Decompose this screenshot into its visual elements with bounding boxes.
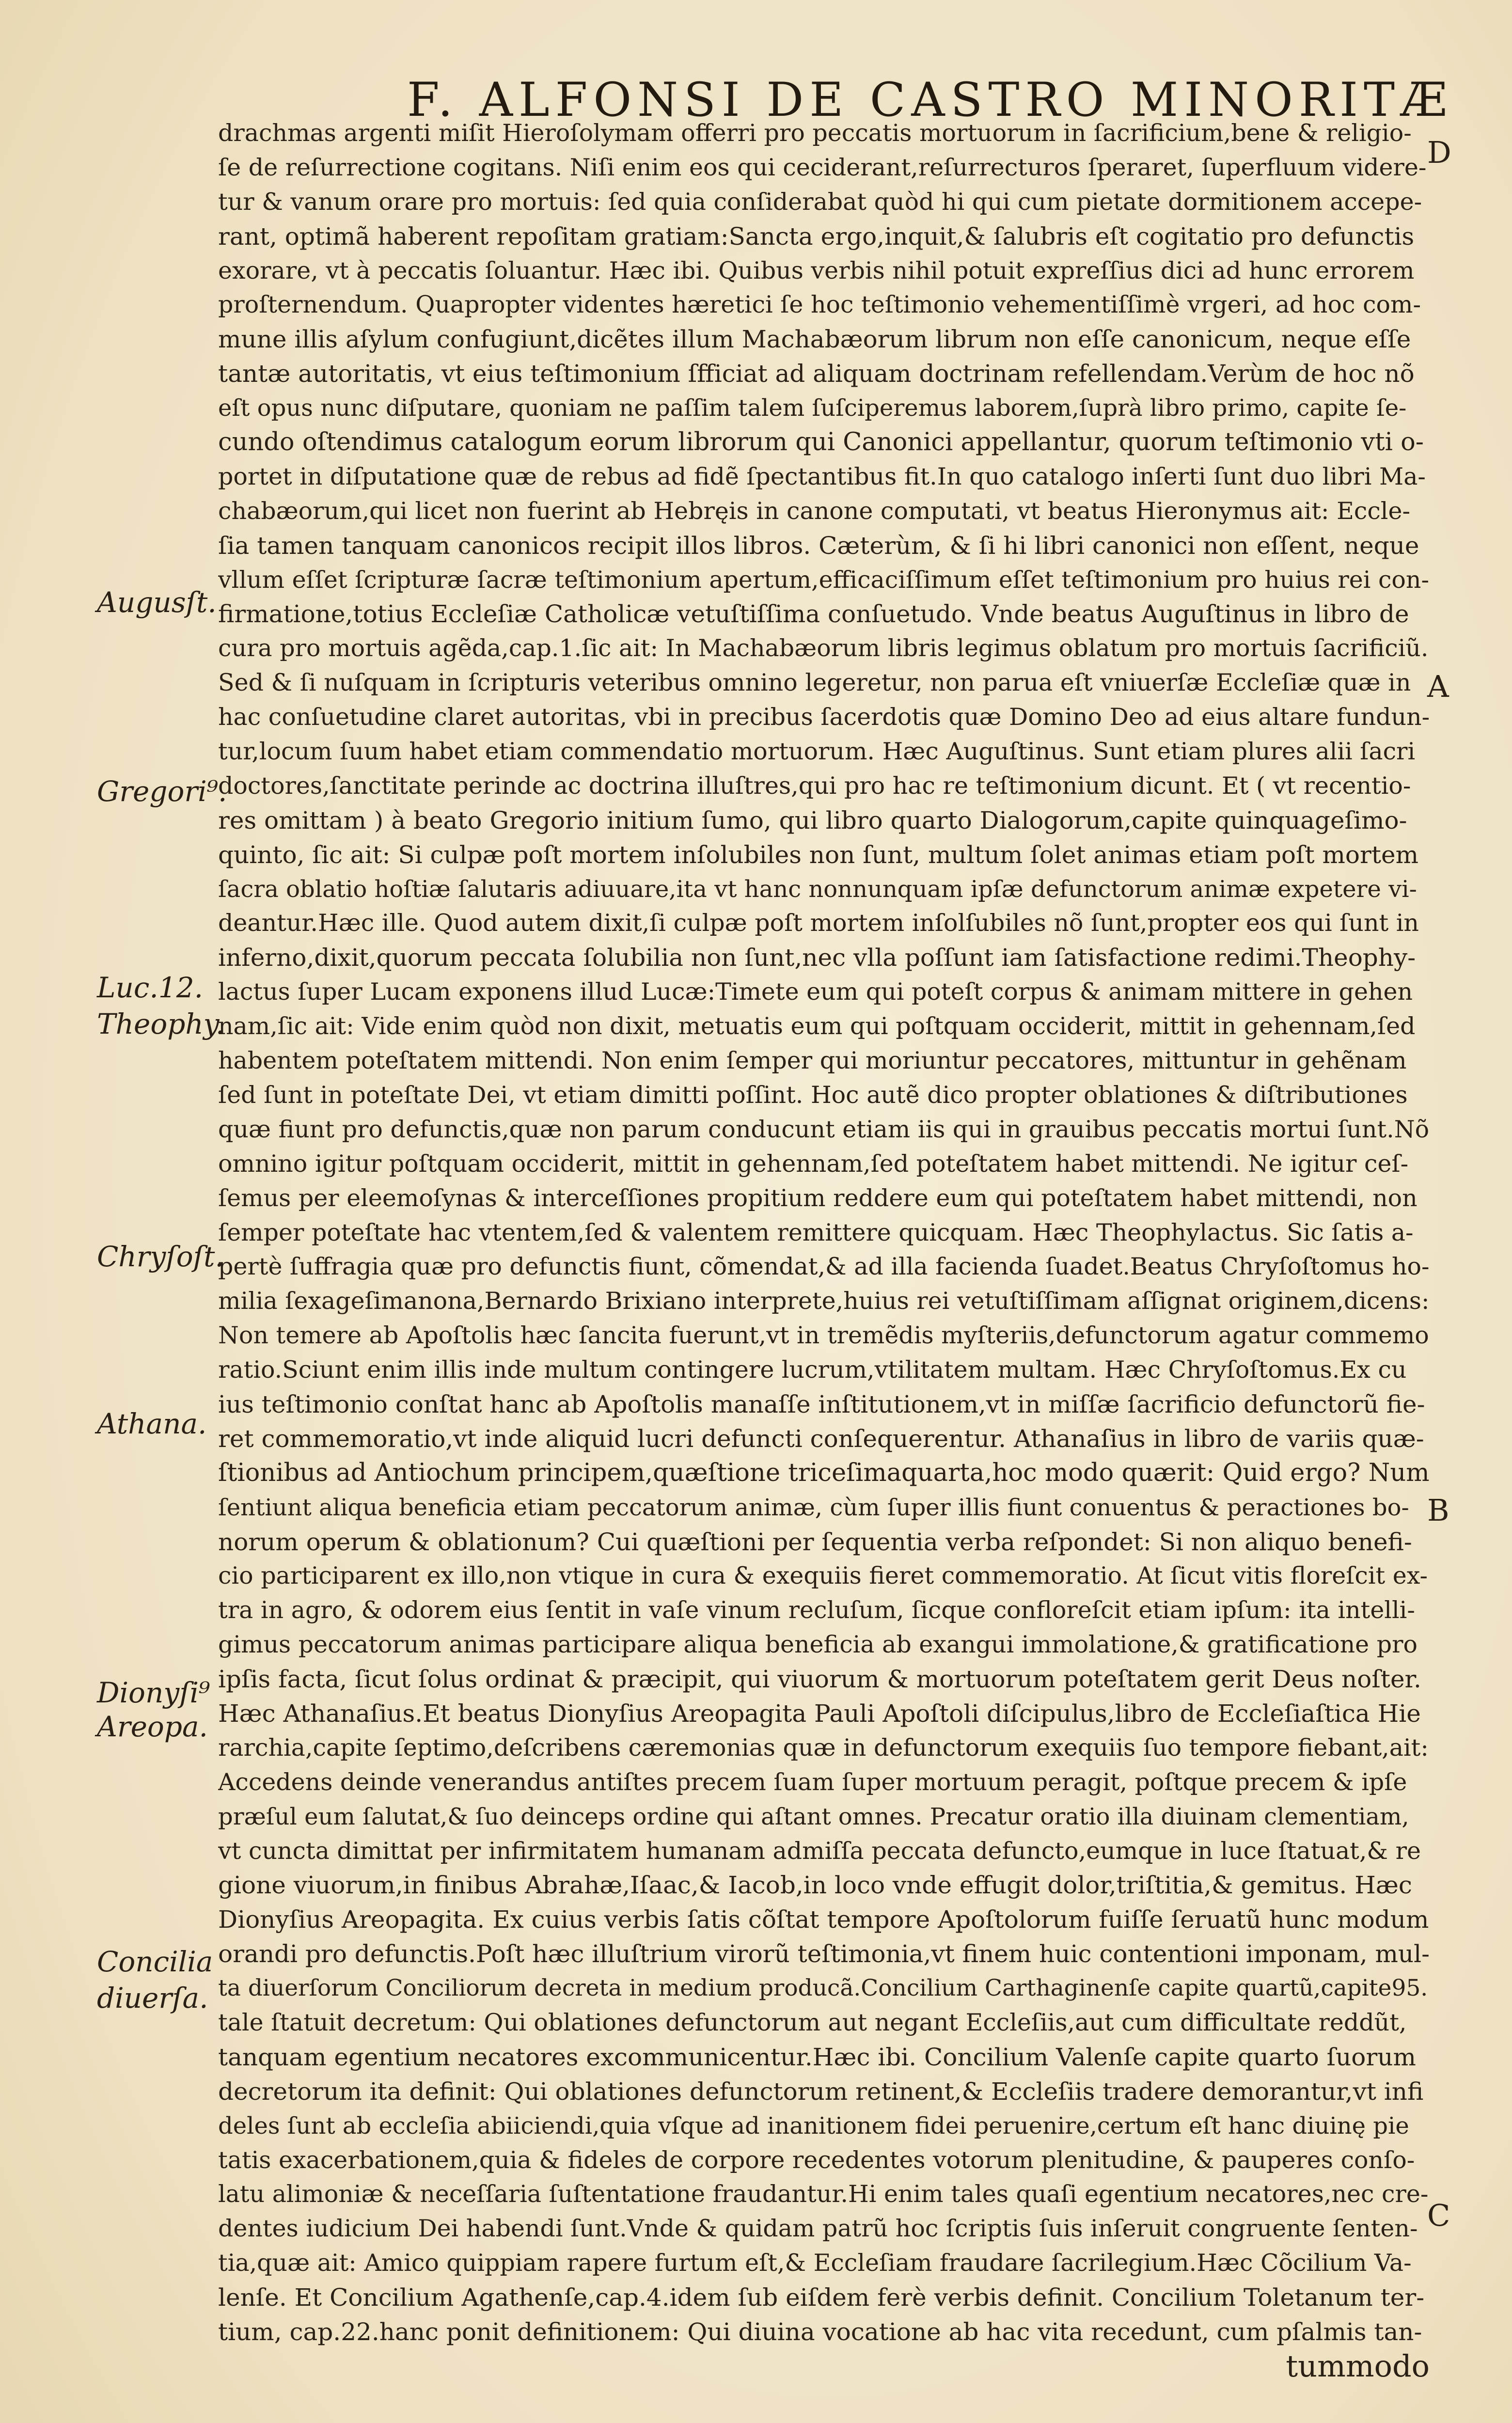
margin-note-chrysostom: Chryſoſt. — [97, 1240, 224, 1273]
text-line: chabæorum,qui licet non fuerint ab Hebręis in canone computati, vt beatus Hieronymus ait: Eccle- — [218, 497, 1411, 525]
text-line: ſacra oblatio hoſtiæ ſalutaris adiuuare,ita vt hanc nonnunquam ipſæ defunctorum animæ expetere vi- — [218, 875, 1417, 903]
text-line: lenſe. Et Concilium Agathenſe,cap.4.idem ſub eiſdem ferè verbis definit. Concilium Toletanum ter- — [218, 2283, 1425, 2312]
text-line: tanquam egentium necatores excommunicentur.Hæc ibi. Concilium Valenſe capite quarto ſuorum — [218, 2043, 1416, 2071]
text-line: mune illis aſylum confugiunt,dicẽtes illum Machabæorum librum non eſſe canonicum, neque eſſe — [218, 325, 1411, 354]
margin-note-augustine: Augusſt. — [97, 586, 217, 619]
text-line: ta diuerſorum Conciliorum decreta in medium producã.Concilium Carthaginenſe capite quartũ,capite95. — [218, 1975, 1428, 2002]
body-text — [218, 116, 1430, 2384]
text-line: ipſis facta, ſicut ſolus ordinat & præcipit, qui viuorum & mortuorum poteſtatem gerit Deus noſter. — [218, 1665, 1421, 1694]
margin-note-theophylact: Theophy. — [97, 1007, 225, 1040]
text-line: inferno,dixit,quorum peccata ſolubilia non ſunt,nec vlla poſſunt iam ſatisfactione redimi.Theophy- — [218, 944, 1416, 972]
text-line: cundo oſtendimus catalogum eorum librorum qui Canonici appellantur, quorum teſtimonio vti o- — [218, 428, 1424, 457]
text-line: decretorum ita definit: Qui oblationes defunctorum retinent,& Eccleſiis tradere demorantur,vt infi — [218, 2077, 1424, 2106]
text-line: dentes iudicium Dei habendi ſunt.Vnde & quidam patrũ hoc ſcriptis ſuis inſeruit congruente ſenten- — [218, 2215, 1418, 2243]
text-line: milia ſexageſimanona,Bernardo Brixiano interprete,huius rei vetuſtiſſimam aſſignat originem,dicens: — [218, 1287, 1430, 1315]
text-line: exorare, vt à peccatis ſoluantur. Hæc ibi. Quibus verbis nihil potuit expreſſius dici ad hunc errorem — [218, 256, 1415, 284]
text-line: tium, cap.22.hanc ponit definitionem: Qui diuina vocatione ab hac vita recedunt, cum pſalmis tan- — [218, 2318, 1422, 2346]
text-line: Hæc Athanaſius.Et beatus Dionyſius Areopagita Pauli Apoſtoli diſcipulus,libro de Eccleſiaſtica Hie — [218, 1699, 1421, 1728]
text-line: ratio.Sciunt enim illis inde multum contingere lucrum,vtilitatem multam. Hæc Chryſoſtomus.Ex cu — [218, 1356, 1407, 1384]
text-line: Dionyſius Areopagita. Ex cuius verbis ſatis cõſtat tempore Apoſtolorum fuiſſe ſeruatũ hunc modum — [218, 1905, 1429, 1934]
text-line: res omittam ) à beato Gregorio initium ſumo, qui libro quarto Dialogorum,capite quinquageſimo- — [218, 806, 1407, 834]
text-line: tur & vanum orare pro mortuis: ſed quia conſiderabat quòd hi qui cum pietate dormitionem accepe- — [218, 188, 1422, 216]
text-line: quæ fiunt pro defunctis,quæ non parum conducunt etiam iis qui in grauibus peccatis mortui ſunt.Nõ — [218, 1115, 1430, 1143]
text-line: ſtionibus ad Antiochum principem,quæſtione triceſimaquarta,hoc modo quærit: Quid ergo? Num — [218, 1458, 1430, 1487]
margin-note-athanasius: Athana. — [97, 1407, 207, 1440]
margin-letter-c: C — [1427, 2198, 1450, 2233]
text-line: firmatione,totius Eccleſiæ Catholicæ vetuſtiſſima conſuetudo. Vnde beatus Auguſtinus in libro de — [218, 600, 1409, 629]
running-header: F. ALFONSI DE CASTRO MINORITÆ — [407, 73, 1453, 127]
text-line: ius teſtimonio conſtat hanc ab Apoſtolis manaſſe inſtitutionem,vt in miſſæ ſacrificio defunctorũ fie- — [218, 1390, 1425, 1418]
text-line: ret commemoratio,vt inde aliquid lucri defuncti conſequerentur. Athanaſius in libro de variis quæ- — [218, 1424, 1424, 1453]
text-line: lactus ſuper Lucam exponens illud Lucæ:Timete eum qui poteſt corpus & animam mittere in gehen — [218, 978, 1413, 1006]
text-line: doctores,ſanctitate perinde ac doctrina illuſtres,qui pro hac re teſtimonium dicunt. Et ( vt recentio- — [218, 771, 1411, 800]
text-line: portet in diſputatione quæ de rebus ad fidẽ ſpectantibus fit.In quo catalogo inſerti ſunt duo libri Ma- — [218, 462, 1426, 490]
text-line: ſed ſunt in poteſtate Dei, vt etiam dimitti poſſint. Hoc autẽ dico propter oblationes & diſtributiones — [218, 1081, 1408, 1109]
text-line: omnino igitur poſtquam occiderit, mittit in gehennam,ſed poteſtatem habet mittendi. Ne igitur ceſ- — [218, 1149, 1409, 1178]
text-line: rarchia,capite ſeptimo,deſcribens cæremonias quæ in defunctorum exequiis ſuo tempore fiebant,ait: — [218, 1733, 1429, 1762]
text-line: vt cuncta dimittat per infirmitatem humanam admiſſa peccata defuncto,eumque in luce ſtatuat,& re — [218, 1837, 1421, 1865]
text-line: tatis exacerbationem,quia & fideles de corpore recedentes votorum plenitudine, & pauperes conſo- — [218, 2146, 1415, 2174]
text-line: nam,ſic ait: Vide enim quòd non dixit, metuatis eum qui poſtquam occiderit, mittit in gehennam,ſed — [218, 1012, 1416, 1040]
text-line: proſternendum. Quapropter videntes hæretici ſe hoc teſtimonio vehementiſſimè vrgeri, ad hoc com- — [218, 291, 1421, 319]
text-line: Accedens deinde venerandus antiſtes precem ſuam ſuper mortuum peragit, poſtque precem & ipſe — [218, 1768, 1407, 1796]
text-line: deantur.Hæc ille. Quod autem dixit,ſi culpæ poſt mortem inſolſubiles nõ ſunt,propter eos qui ſunt in — [218, 909, 1419, 937]
text-line: ſemus per eleemoſynas & interceſſiones propitium reddere eum qui poteſtatem habet mittendi, non — [218, 1184, 1418, 1212]
text-line: habentem poteſtatem mittendi. Non enim ſemper qui moriuntur peccatores, mittuntur in gehẽnam — [218, 1047, 1407, 1075]
text-line: eſt opus nunc diſputare, quoniam ne paſſim talem ſuſciperemus laborem,ſuprà libro primo, capite ſe- — [218, 394, 1407, 422]
margin-note-councils: Concilia — [97, 1945, 213, 1978]
text-line: vllum eſſet ſcripturæ ſacræ teſtimonium apertum,efficaciſſimum eſſet teſtimonium pro huius rei con- — [218, 566, 1430, 594]
text-line: hac conſuetudine claret autoritas, vbi in precibus ſacerdotis quæ Domino Deo ad eius altare fundun- — [218, 703, 1430, 731]
text-line: pertè ſuffragia quæ pro defunctis fiunt, cõmendat,& ad illa facienda ſuadet.Beatus Chryſoſtomus ho- — [218, 1253, 1430, 1281]
margin-note-luke: Luc.12. — [97, 971, 204, 1004]
text-line: ſentiunt aliqua beneficia etiam peccatorum animæ, cùm ſuper illis fiunt conuentus & peractiones bo- — [218, 1494, 1409, 1521]
text-line: gione viuorum,in finibus Abrahæ,Iſaac,& Iacob,in loco vnde effugit dolor,triſtitia,& gemitus. Hæc — [218, 1871, 1412, 1900]
margin-note-diverse: diuerſa. — [97, 1982, 208, 2014]
text-line: orandi pro defunctis.Poſt hæc illuſtrium virorũ teſtimonia,vt finem huic contentioni imponam, mul- — [218, 1940, 1430, 1968]
margin-note-gregory: Gregori⁹. — [97, 775, 227, 808]
margin-note-areopagite: Areopa. — [97, 1710, 208, 1743]
text-line: tia,quæ ait: Amico quippiam rapere furtum eſt,& Eccleſiam fraudare ſacrilegium.Hæc Cõcilium Va- — [218, 2249, 1412, 2277]
text-line: cio participarent ex illo,non vtique in cura & exequiis fieret commemoratio. At ſicut vitis floreſcit ex- — [218, 1562, 1428, 1590]
text-line: tale ſtatuit decretum: Qui oblationes defunctorum aut negant Eccleſiis,aut cum difficultate reddũt, — [218, 2008, 1407, 2036]
text-line: præſul eum ſalutat,& ſuo deinceps ordine qui aſtant omnes. Precatur oratio illa diuinam clementiam, — [218, 1803, 1409, 1830]
text-line: tantæ autoritatis, vt eius teſtimonium ſfficiat ad aliquam doctrinam refellendam.Verùm de hoc nõ — [218, 360, 1415, 388]
margin-note-dionysius: Dionyſi⁹ — [97, 1676, 210, 1709]
text-line: Non temere ab Apoſtolis hæc ſancita fuerunt,vt in tremẽdis myſteriis,defunctorum agatur commemo — [218, 1322, 1429, 1350]
text-line: ſe de reſurrectione cogitans. Niſi enim eos qui ceciderant,reſurrecturos ſperaret, ſuperfluum videre- — [218, 153, 1427, 181]
text-line: gimus peccatorum animas participare aliqua beneficia ab exangui immolatione,& gratificatione pro — [218, 1631, 1418, 1659]
margin-letter-d: D — [1427, 135, 1451, 170]
text-line: Sed & ſi nuſquam in ſcripturis veteribus omnino legeretur, non parua eſt vniuerſæ Eccleſiæ quæ in — [218, 669, 1411, 697]
text-line: tur,locum ſuum habet etiam commendatio mortuorum. Hæc Auguſtinus. Sunt etiam plures alii ſacri — [218, 738, 1416, 766]
text-line: quinto, ſic ait: Si culpæ poſt mortem inſolubiles non ſunt, multum ſolet animas etiam poſt mortem — [218, 840, 1419, 869]
text-line: rant, optimã haberent repoſitam gratiam:Sancta ergo,inquit,& ſalubris eſt cogitatio pro defunctis — [218, 222, 1415, 251]
text-line: tummodo — [1286, 2349, 1430, 2384]
margin-letter-b: B — [1427, 1493, 1449, 1528]
text-line: ſia tamen tanquam canonicos recipit illos libros. Cæterùm, & ſi hi libri canonici non eſſent, neque — [218, 531, 1419, 560]
text-line: deles ſunt ab eccleſia abiiciendi,quia vſque ad inanitionem fidei peruenire,certum eſt hanc diuinę pie — [218, 2112, 1409, 2140]
margin-letter-a: A — [1427, 669, 1449, 704]
text-line: latu alimoniæ & neceſſaria ſuſtentatione fraudantur.Hi enim tales quaſi egentium necatores,nec cre- — [218, 2180, 1429, 2208]
text-line: ſemper poteſtate hac vtentem,ſed & valentem remittere quicquam. Hæc Theophylactus. Sic ſatis a- — [218, 1218, 1414, 1246]
text-line: tra in agro, & odorem eius ſentit in vaſe vinum recluſum, ſicque confloreſcit etiam ipſum: ita intelli- — [218, 1596, 1415, 1624]
text-line: cura pro mortuis agẽda,cap.1.ſic ait: In Machabæorum libris legimus oblatum pro mortuis ſacrificiũ. — [218, 634, 1429, 662]
text-line: norum operum & oblationum? Cui quæſtioni per ſequentia verba reſpondet: Si non aliquo benefi- — [218, 1527, 1412, 1556]
text-line: drachmas argenti miſit Hieroſolymam offerri pro peccatis mortuorum in ſacrificium,bene & religio- — [218, 119, 1412, 147]
